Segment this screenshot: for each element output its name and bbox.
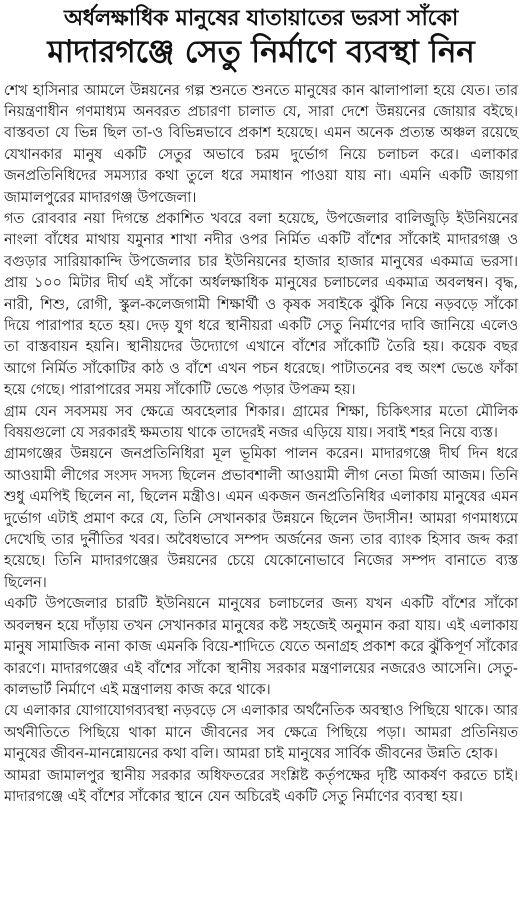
headline-kicker: অর্ধলক্ষাধিক মানুষের যাতায়াতের ভরসা সাঁকো bbox=[64, 6, 458, 31]
paragraph-6: যে এলাকার যোগাযোগব্যবস্থা নড়বড়ে সে এলাকার অর্থনৈতিক অবস্থাও পিছিয়ে থাকে। আর অর্থনীতিতে পিছিয়ে থাকা মানে জীবনের সব ক্ষেত্রে পিছিয়ে পড়া। আমরা প্রতিনিয়ত মানুষের জীবন-মানন্নোয়নের কথা বলি। আমরা চাই মানুষের সার্বিক জীবনের উন্নতি হোক। bbox=[4, 703, 518, 763]
headline-main: মাদারগঞ্জে সেতু নির্মাণে ব্যবস্থা নিন bbox=[47, 33, 475, 70]
paragraph-4: গ্রামগঞ্জের উন্নয়নে জনপ্রতিনিধিরা মূল ভূমিকা পালন করেন। মাদারগঞ্জে দীর্ঘ দিন ধরে আওয়ামী লীগের সংসদ সদস্য ছিলেন প্রভাবশালী আওয়ামী লীগ নেতা মির্জা আজম। তিনি শুধু এমপিই ছিলেন না, ছিলেন মন্ত্রীও। এমন একজন জনপ্রতিনিধির এলাকায় মানুষের এমন দুর্ভোগ এটাই প্রমাণ করে যে, তিনি সেখানকার উন্নয়নে ছিলেন উদাসীন! আমরা গণমাধ্যমে দেখেছি তার দুর্নীতির খবর। অবৈধভাবে সম্পদ অর্জনের জন্য তার ব্যাংক হিসাব জব্দ করা হয়েছে। তিনি মাদারগঞ্জের উন্নয়নের চেয়ে যেকোনোভাবে নিজের সম্পদ বানাতে ব্যস্ত ছিলেন। bbox=[4, 446, 518, 591]
paragraph-7: আমরা জামালপুর স্থানীয় সরকার অধিফতরের সংশ্লিষ্ট কর্তৃপক্ষের দৃষ্টি আকর্ষণ করতে চাই। মাদারগঞ্জে এই বাঁশের সাঁকোর স্থানে যেন অচিরেই একটি সেতু নির্মাণের ব্যবস্থা হয়। bbox=[4, 767, 518, 805]
paragraph-5: একটি উপজেলার চারটি ইউনিয়নে মানুষের চলাচলের জন্য যখন একটি বাঁশের সাঁকো অবলম্বন হয়ে দাঁড়ায় তখন সেখানকার মানুষের কষ্ট সহজেই অনুমান করা যায়। এই এলাকায় মানুষ সামাজিক নানা কাজ এমনকি বিয়ে-শাদিতে যেতে অনাগ্রহ প্রকাশ করে ঝুঁকিপূর্ণ সাঁকোর কারণে। মাদারগঞ্জের এই বাঁশের সাঁকো স্থানীয় সরকার মন্ত্রণালয়ের নজরেও আসেনি। সেতু-কালভার্ট নির্মাণে এই মন্ত্রণালয় কাজ করে থাকে। bbox=[4, 596, 518, 698]
article-body bbox=[4, 81, 518, 809]
paragraph-1: শেখ হাসিনার আমলে উন্নয়নের গল্প শুনতে শুনতে মানুষের কান ঝালাপালা হয়ে যেত। তার নিয়ন্ত্রণাধীন গণমাধ্যম অনবরত প্রচারণা চালাত যে, সারা দেশে উন্নয়নের জোয়ার বইছে। বাস্তবতা যে ভিন্ন ছিল তা-ও বিভিন্নভাবে প্রকাশ হয়েছে। এমন অনেক প্রত্যন্ত অঞ্চল রয়েছে যেখানকার মানুষ একটি সেতুর অভাবে চরম দুর্ভোগ নিয়ে চলাচল করে। এলাকার জনপ্রতিনিধিদের সমস্যার কথা তুলে ধরে সমাধান পাওয়া যায় না। এমনি একটি জায়গা জামালপুরের মাদারগঞ্জ উপজেলা। bbox=[4, 82, 518, 206]
paragraph-2: গত রোববার নয়া দিগন্তে প্রকাশিত খবরে বলা হয়েছে, উপজেলার বালিজুড়ি ইউনিয়নের নাংলা বাঁধের মাথায় যমুনার শাখা নদীর ওপর নির্মিত একটি বাঁশের সাঁকোই মাদারগঞ্জ ও বগুড়ার সারিয়াকান্দি উপজেলার চার ইউনিয়নের হাজার হাজার মানুষের একমাত্র ভরসা। প্রায় ১০০ মিটার দীর্ঘ এই সাঁকো অর্ধলক্ষাধিক মানুষের চলাচলের একমাত্র অবলম্বন। বৃদ্ধ, নারী, শিশু, রোগী, স্কুল-কলেজগামী শিক্ষার্থী ও কৃষক সবাইকে ঝুঁকি নিয়ে নড়বড়ে সাঁকো দিয়ে পারাপার হতে হয়। দেড় যুগ ধরে স্থানীয়রা একটি সেতু নির্মাণের দাবি জানিয়ে এলেও তা বাস্তবায়ন হয়নি। স্থানীয়দের উদ্যোগে এখানে বাঁশের সাঁকোটি তৈরি হয়। কয়েক বছর আগে নির্মিত সাঁকোটির কাঠ ও বাঁশে এখন পচন ধরেছে। পাটাতনের বহু অংশ ভেঙে ফাঁকা হয়ে গেছে। পারাপারের সময় সাঁকোটি ভেঙে পড়ার উপক্রম হয়। bbox=[4, 210, 518, 399]
paragraph-3: গ্রাম যেন সবসময় সব ক্ষেত্রে অবহেলার শিকার। গ্রামের শিক্ষা, চিকিৎসার মতো মৌলিক বিষয়গুলো যে সরকারই ক্ষমতায় থাকে তাদেরই নজর এড়িয়ে যায়। সবাই শহর নিয়ে ব্যস্ত। bbox=[4, 403, 518, 442]
